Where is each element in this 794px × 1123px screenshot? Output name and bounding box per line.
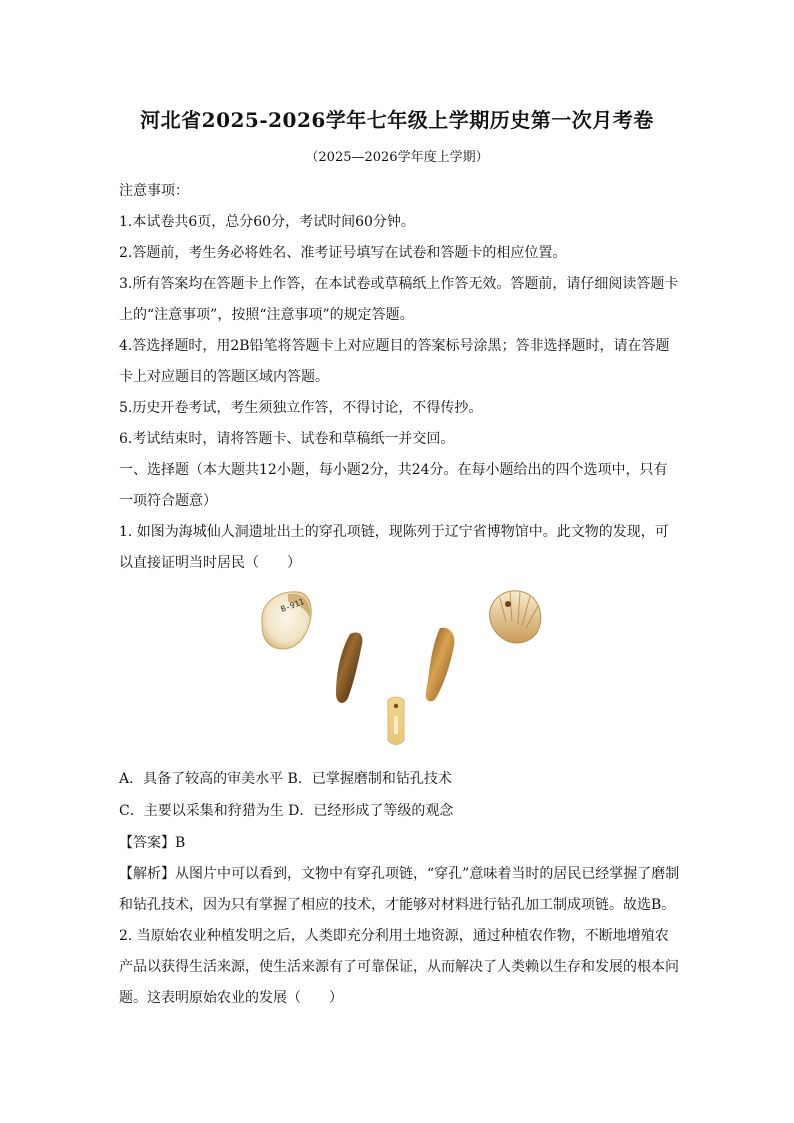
question-1-options-ab: A．具备了较高的审美水平 B．已掌握磨制和钻孔技术 — [119, 771, 452, 787]
question-1-answer: 【答案】B — [119, 835, 186, 851]
notice-item: 3.所有答案均在答题卡上作答，在本试卷或草稿纸上作答无效。答题前，请仔细阅读答题卡 — [119, 276, 679, 292]
exam-title: 河北省2025-2026学年七年级上学期历史第一次月考卷 — [140, 108, 654, 132]
notice-item: 4.答选择题时，用2B铅笔将答题卡上对应题目的答案标号涂黑；答非选择题时，请在答题 — [119, 338, 670, 354]
right-shell-pendant — [490, 591, 541, 643]
small-bone-bead — [388, 697, 404, 745]
question-2-stem-cont: 产品以获得生活来源，使生活来源有了可靠保证，从而解决了人类赖以生存和发展的根本问 — [119, 959, 679, 975]
notice-item: 6.考试结束时，请将答题卡、试卷和草稿纸一并交回。 — [119, 431, 455, 447]
exam-subtitle: （2025—2026学年度上学期） — [305, 150, 489, 165]
amber-tooth-pendant — [426, 628, 455, 702]
section-heading-cont: 一项符合题意） — [119, 493, 217, 509]
necklace-artifact-image — [250, 582, 550, 754]
notice-item: 2.答题前，考生务必将姓名、准考证号填写在试卷和答题卡的相应位置。 — [119, 245, 567, 261]
question-1-stem: 1. 如图为海城仙人洞遗址出土的穿孔项链，现陈列于辽宁省博物馆中。此文物的发现，可 — [119, 524, 669, 540]
question-1-stem-cont: 以直接证明当时居民（ ） — [119, 555, 301, 571]
question-1-analysis-cont: 和钻孔技术，因为只有掌握了相应的技术，才能够对材料进行钻孔加工制成项链。故选B。 — [119, 897, 676, 913]
left-pendant-disc — [262, 592, 311, 649]
notice-heading: 注意事项： — [119, 183, 189, 199]
question-1-analysis: 【解析】从图片中可以看到，文物中有穿孔项链，“穿孔”意味着当时的居民已经掌握了磨制 — [119, 866, 680, 882]
dark-tooth-pendant — [336, 632, 362, 702]
notice-item: 卡上对应题目的答题区域内答题。 — [119, 369, 329, 385]
question-2-stem: 2. 当原始农业种植发明之后，人类即充分利用土地资源，通过种植农作物，不断地增殖农 — [119, 928, 669, 944]
notice-item: 1.本试卷共6页，总分60分，考试时间60分钟。 — [119, 214, 415, 230]
notice-item: 5.历史开卷考试，考生须独立作答，不得讨论，不得传抄。 — [119, 400, 483, 416]
notice-item: 上的“注意事项”，按照“注意事项”的规定答题。 — [119, 307, 414, 323]
question-2-stem-end: 题。这表明原始农业的发展（ ） — [119, 990, 343, 1006]
section-heading: 一、选择题（本大题共12小题，每小题2分，共24分。在每小题给出的四个选项中，只有 — [119, 462, 668, 478]
question-1-options-cd: C．主要以采集和狩猎为生 D．已经形成了等级的观念 — [119, 803, 454, 819]
artifact-catalog-label: B-911 — [279, 597, 306, 614]
